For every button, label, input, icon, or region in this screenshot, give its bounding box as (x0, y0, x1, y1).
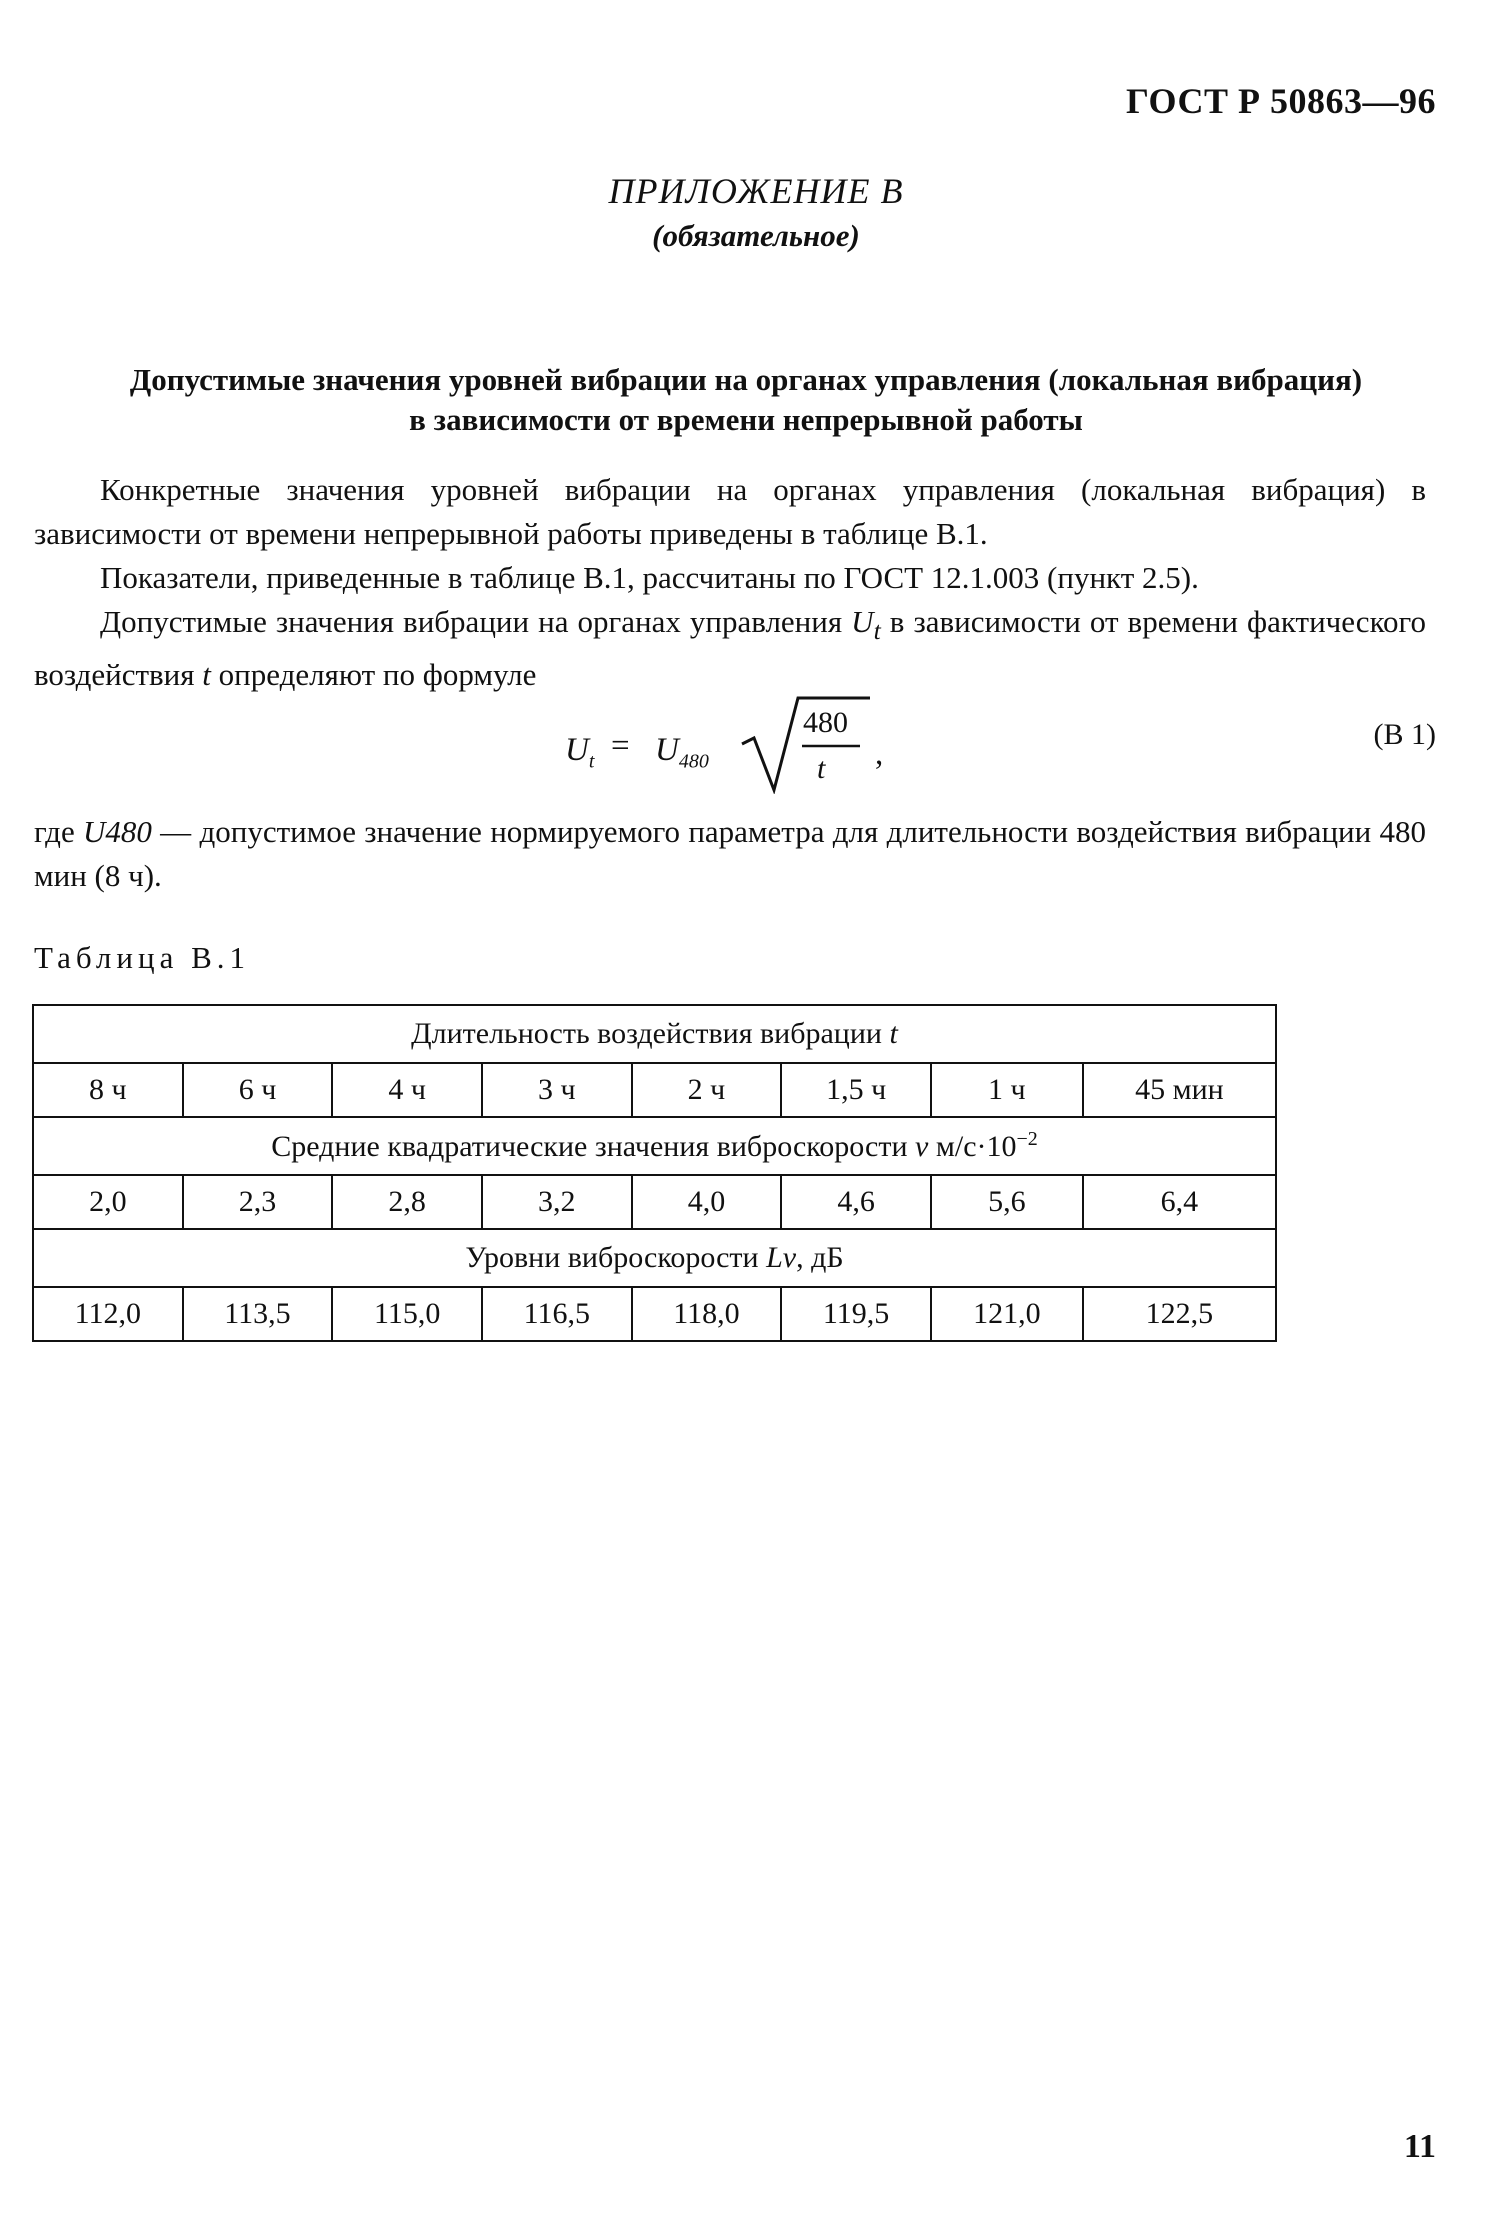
table-cell: 121,0 (931, 1287, 1083, 1341)
level-row (33, 1287, 1276, 1341)
formula-rhs: $U_{480}$ (655, 732, 709, 773)
table-cell: 6,4 (1083, 1175, 1276, 1229)
appendix-title: ПРИЛОЖЕНИЕ В (608, 171, 904, 211)
table-cell: 4 ч (332, 1063, 482, 1117)
paragraph-1: Конкретные значения уровней вибрации на органах управления (локальная вибрация) в зависимости от времени непрерывной работы приведены в таблице В.1. (34, 472, 1426, 551)
velocity-header: Средние квадратические значения виброскорости v $м/с\cdot 10^{-2}$ (33, 1117, 1276, 1175)
paragraph-3-var: $U_t$ (851, 604, 881, 646)
table-cell: 112,0 (33, 1287, 183, 1341)
table-cell: 119,5 (781, 1287, 931, 1341)
paragraph-3-after: определяют по формуле (218, 657, 537, 693)
appendix-status: (обязательное) (652, 218, 860, 253)
table-cell: 2,0 (33, 1175, 183, 1229)
heading-line-1: Допустимые значения уровней вибрации на органах управления (локальная вибрация) (129, 362, 1363, 397)
table-caption: Таблица В.1 (34, 940, 251, 975)
table-cell: 2,8 (332, 1175, 482, 1229)
table-cell: 115,0 (332, 1287, 482, 1341)
paragraph-3-before: Допустимые значения вибрации на органах управления (100, 604, 843, 639)
heading-line-2: в зависимости от времени непрерывной работы (409, 402, 1083, 437)
table-cell: 45 мин (1083, 1063, 1276, 1117)
table-cell: 3 ч (482, 1063, 632, 1117)
formula-b1 (555, 694, 915, 804)
formula-denominator: t (817, 752, 826, 785)
table-cell: 1,5 ч (781, 1063, 931, 1117)
table-cell: 5,6 (931, 1175, 1083, 1229)
vibration-table (32, 1004, 1277, 1342)
formula-numerator: 480 (803, 706, 848, 739)
table-cell: 1 ч (931, 1063, 1083, 1117)
velocity-row (33, 1175, 1276, 1229)
formula-equals: = (611, 728, 630, 764)
duration-row (33, 1063, 1276, 1117)
where-variable: U480 (83, 814, 152, 849)
standard-number: ГОСТ Р 50863—96 (1126, 81, 1436, 121)
table-cell: 122,5 (1083, 1287, 1276, 1341)
table-cell: 4,0 (632, 1175, 782, 1229)
paragraph-3 (34, 600, 1426, 697)
table-cell: 8 ч (33, 1063, 183, 1117)
where-paragraph: где U480 — допустимое значение нормируемого параметра для длительности воздействия вибрации 480 мин (8 ч). (34, 814, 1427, 893)
table-cell: 3,2 (482, 1175, 632, 1229)
where-text: — допустимое значение нормируемого параметра для длительности воздействия вибрации 480 мин (8 ч). (34, 814, 1427, 893)
table-cell: 4,6 (781, 1175, 931, 1229)
section-heading (40, 360, 1452, 440)
formula-number: (В 1) (1373, 718, 1436, 751)
formula-lhs: $U_t$ (565, 732, 595, 773)
table-cell: 116,5 (482, 1287, 632, 1341)
paragraph-2: Показатели, приведенные в таблице В.1, рассчитаны по ГОСТ 12.1.003 (пункт 2.5). (100, 560, 1199, 595)
table-cell: 2,3 (183, 1175, 333, 1229)
table-cell: 118,0 (632, 1287, 782, 1341)
formula-comma: , (875, 736, 884, 772)
duration-header: Длительность воздействия вибрации t (33, 1005, 1276, 1063)
page-number: 11 (1403, 2128, 1436, 2165)
table-cell: 113,5 (183, 1287, 333, 1341)
paragraph-3-t: t (202, 657, 211, 693)
table-cell: 2 ч (632, 1063, 782, 1117)
level-header: Уровни виброскорости Lv, дБ (33, 1229, 1276, 1287)
table-cell: 6 ч (183, 1063, 333, 1117)
paragraph-3-middle: в зависимости от времени фактического воздействия (34, 604, 1426, 693)
